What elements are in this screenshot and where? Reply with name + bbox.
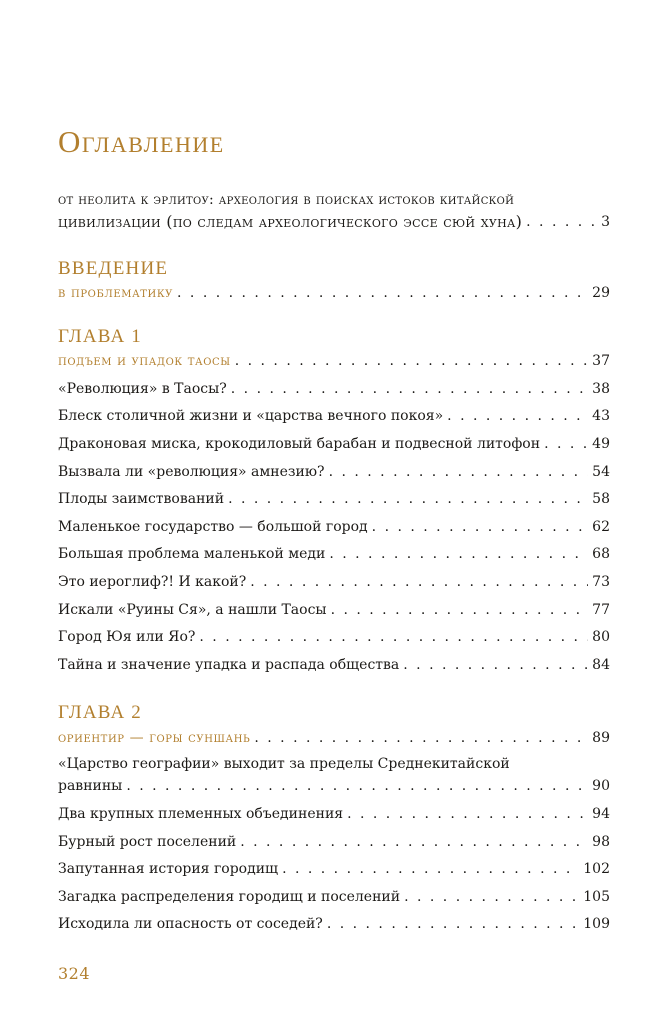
dot-leader	[126, 775, 588, 797]
dot-leader	[240, 831, 588, 853]
page-number: 77	[592, 602, 610, 618]
dot-leader	[199, 626, 588, 648]
section-heading-intro: ВВЕДЕНИЕ	[58, 258, 169, 279]
page-number: 62	[592, 519, 610, 535]
toc-entry[interactable]	[58, 803, 610, 825]
entry-title: Запутанная история городищ	[58, 861, 279, 877]
toc-entry[interactable]	[58, 831, 610, 853]
section-heading-chapter1: ГЛАВА 1	[58, 326, 143, 347]
prologue-title-line1: от неолита к эрлитоу: археология в поисках истоков китайской	[58, 192, 515, 208]
toc-entry[interactable]	[58, 516, 610, 538]
page-number: 84	[592, 657, 610, 673]
dot-leader	[526, 211, 597, 233]
toc-entry[interactable]	[58, 886, 610, 908]
dot-leader	[447, 405, 588, 427]
entry-title: Блеск столичной жизни и «царства вечного покоя»	[58, 408, 444, 424]
dot-leader	[254, 727, 588, 749]
toc-entry[interactable]	[58, 461, 610, 483]
dot-leader	[331, 599, 589, 621]
page-number: 80	[592, 629, 610, 645]
page-number: 58	[592, 491, 610, 507]
dot-leader	[235, 350, 588, 372]
entry-title: Большая проблема маленькой меди	[58, 546, 326, 562]
toc-entry[interactable]	[58, 405, 610, 427]
toc-page	[58, 0, 614, 1022]
toc-entry[interactable]	[58, 599, 610, 621]
page-number: 37	[592, 353, 610, 369]
entry-title: ориентир — горы суншань	[58, 730, 251, 746]
toc-entry[interactable]	[58, 488, 610, 510]
page-number: 38	[592, 381, 610, 397]
toc-entry[interactable]	[58, 858, 610, 880]
entry-title: Это иероглиф?! И какой?	[58, 574, 247, 590]
page-number: 43	[592, 408, 610, 424]
entry-title: Два крупных племенных объединения	[58, 806, 344, 822]
entry-title: Исходила ли опасность от соседей?	[58, 916, 323, 932]
toc-entry[interactable]	[58, 913, 610, 935]
entry-title: Бурный рост поселений	[58, 834, 237, 850]
dot-leader	[347, 803, 588, 825]
entry-title: Тайна и значение упадка и распада общества	[58, 657, 400, 673]
toc-entry[interactable]	[58, 378, 610, 400]
entry-title: Маленькое государство — большой город	[58, 519, 368, 535]
dot-leader	[250, 571, 588, 593]
dot-leader	[544, 433, 588, 455]
page-number: 29	[592, 285, 610, 301]
toc-entry[interactable]	[58, 433, 610, 455]
dot-leader	[403, 654, 588, 676]
toc-entry-chapter2-subtitle[interactable]	[58, 727, 610, 749]
toc-entry-intro[interactable]	[58, 282, 610, 304]
dot-leader	[228, 488, 588, 510]
dot-leader	[329, 543, 588, 565]
entry-title: в проблематику	[58, 285, 174, 301]
toc-entry[interactable]	[58, 571, 610, 593]
page-number: 105	[583, 889, 610, 905]
page-number: 89	[592, 730, 610, 746]
entry-title: Плоды заимствований	[58, 491, 225, 507]
toc-entry-prologue[interactable]	[58, 211, 610, 233]
dot-leader	[329, 461, 589, 483]
toc-entry[interactable]	[58, 626, 610, 648]
dot-leader	[231, 378, 588, 400]
page-number: 109	[583, 916, 610, 932]
dot-leader	[177, 282, 588, 304]
toc-entry[interactable]	[58, 543, 610, 565]
dot-leader	[404, 886, 579, 908]
prologue-title-line2: цивилизации (по следам археологического эссе сюй хуна)	[58, 212, 523, 231]
page-number: 54	[592, 464, 610, 480]
page-number: 68	[592, 546, 610, 562]
page-number: 49	[592, 436, 610, 452]
page-number: 102	[583, 861, 610, 877]
toc-title: Оглавление	[58, 124, 225, 159]
page-number: 90	[592, 778, 610, 794]
dot-leader	[372, 516, 589, 538]
toc-entry-long[interactable]	[58, 753, 610, 797]
page-number: 94	[592, 806, 610, 822]
entry-title: «Революция» в Таосы?	[58, 381, 227, 397]
dot-leader	[282, 858, 579, 880]
entry-line2	[58, 775, 610, 797]
entry-title: Драконовая миска, крокодиловый барабан и подвесной литофон	[58, 436, 541, 452]
page-number: 3	[601, 214, 610, 230]
entry-title: Искали «Руины Ся», а нашли Таосы	[58, 602, 327, 618]
toc-entry[interactable]	[58, 654, 610, 676]
dot-leader	[327, 913, 579, 935]
entry-title: Город Юя или Яо?	[58, 629, 196, 645]
entry-title: Загадка распределения городищ и поселений	[58, 889, 401, 905]
entry-title-line1: «Царство географии» выходит за пределы Среднекитайской	[58, 756, 510, 772]
entry-title-line2: равнины	[58, 778, 123, 794]
page-number: 73	[592, 574, 610, 590]
entry-title: подъем и упадок таосы	[58, 353, 231, 369]
section-heading-chapter2: ГЛАВА 2	[58, 702, 143, 723]
page-folio: 324	[58, 964, 91, 983]
entry-title: Вызвала ли «революция» амнезию?	[58, 464, 325, 480]
page-number: 98	[592, 834, 610, 850]
toc-entry-chapter1-subtitle[interactable]	[58, 350, 610, 372]
